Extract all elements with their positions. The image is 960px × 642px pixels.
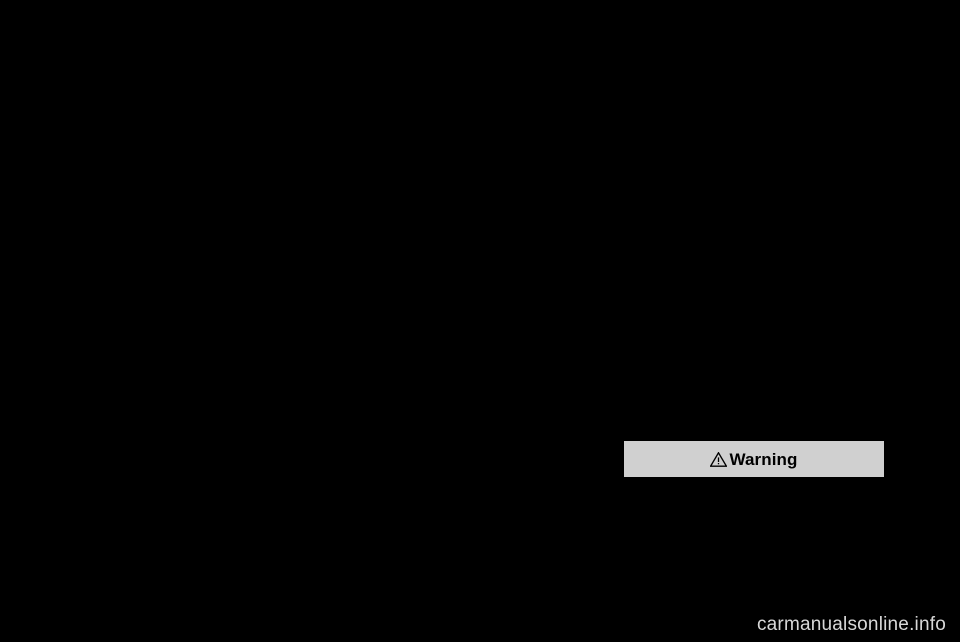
warning-triangle-icon (710, 452, 727, 467)
warning-callout-content (710, 451, 797, 468)
footer-watermark: carmanualsonline.info (756, 614, 946, 635)
warning-callout (624, 441, 884, 477)
warning-label: Warning (729, 449, 798, 469)
